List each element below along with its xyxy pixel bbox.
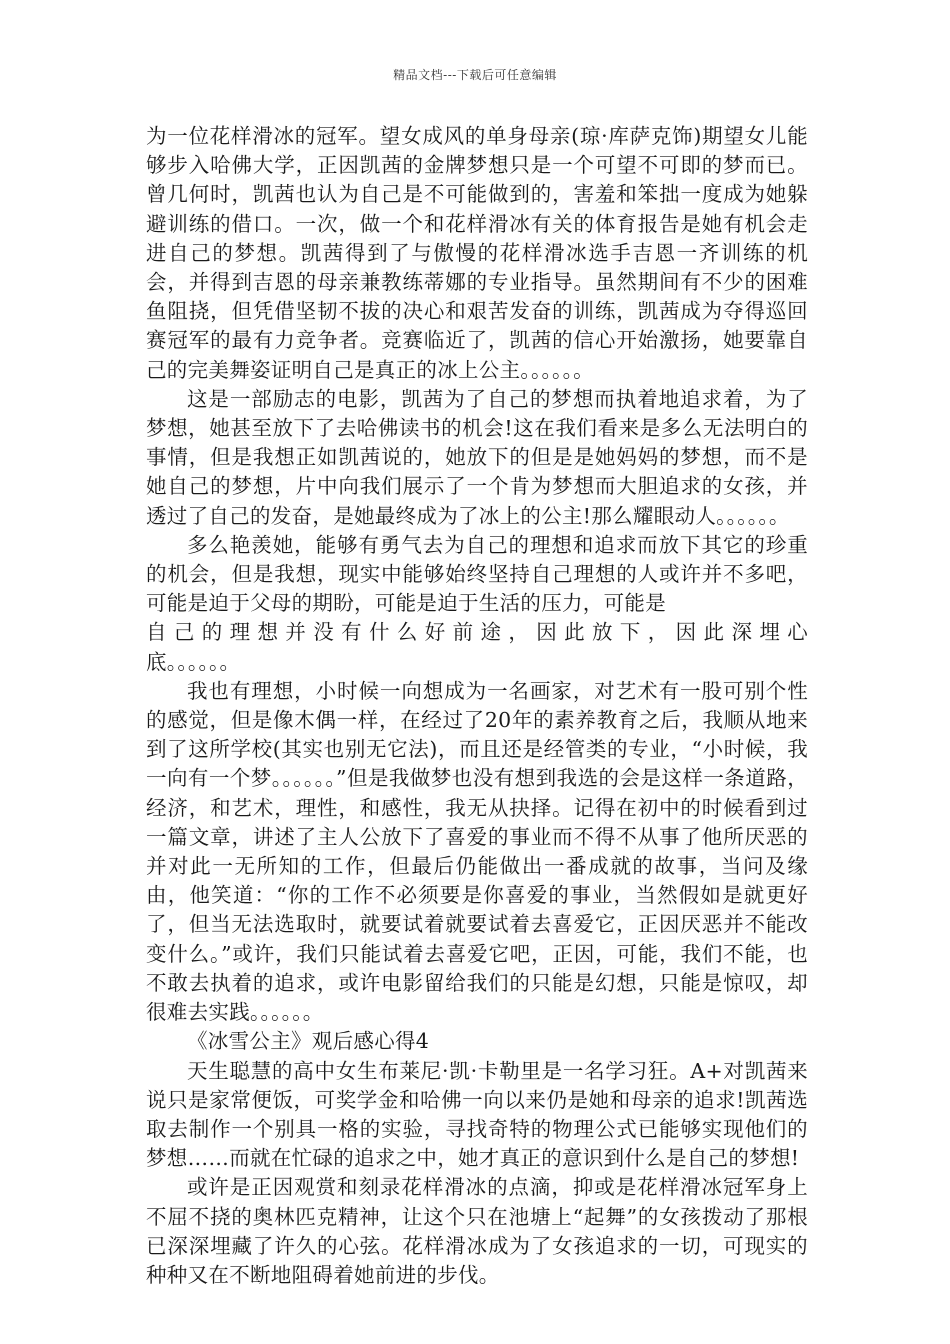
paragraph-5: 天生聪慧的高中女生布莱尼·凯·卡勒里是一名学习狂。A+对凯茜来说只是家常便饭，可奖学金和哈佛一向以来仍是她和母亲的追求!凯茜选取去制作一个别具一格的实验，寻找奇特的物理公式已能够实现他们的梦想……而就在忙碌的追求之中，她才真正的意识到什么是自己的梦想! [146,1058,808,1171]
page-header: 精品文档---下载后可任意编辑 [393,68,557,82]
paragraph-3: 多么艳羡她，能够有勇气去为自己的理想和追求而放下其它的珍重的机会，但是我想，现实中能够始终坚持自己理想的人或许并不多吧，可能是迫于父母的期盼，可能是迫于生活的压力，可能是 [146,532,808,616]
paragraph-1: 为一位花样滑冰的冠军。望女成风的单身母亲(琼·库萨克饰)期望女儿能够步入哈佛大学，正因凯茜的金牌梦想只是一个可望不可即的梦而已。曾几何时，凯茜也认为自己是不可能做到的，害羞和笨拙一度成为她躲避训练的借口。一次，做一个和花样滑冰有关的体育报告是她有机会走进自己的梦想。凯茜得到了与傲慢的花样滑冰选手吉恩一齐训练的机会，并得到吉恩的母亲兼教练蒂娜的专业指导。虽然期间有不少的困难鱼阻挠，但凭借坚韧不拔的决心和艰苦发奋的训练，凯茜成为夺得巡回赛冠军的最有力竞争者。竞赛临近了，凯茜的信心开始激扬，她要靠自己的完美舞姿证明自己是真正的冰上公主。。。。。。 [146,124,808,382]
paragraph-3-end: 底。。。。。。 [146,649,241,674]
paragraph-6: 或许是正因观赏和刻录花样滑冰的点滴，抑或是花样滑冰冠军身上不屈不挠的奥林匹克精神，让这个只在池塘上“起舞”的女孩拨动了那根已深深埋藏了许久的心弦。花样滑冰成为了女孩追求的一切，可现实的种种又在不断地阻碍着她前进的步伐。 [146,1175,808,1287]
paragraph-2: 这是一部励志的电影，凯茜为了自己的梦想而执着地追求着，为了梦想，她甚至放下了去哈佛读书的机会!这在我们看来是多么无法明白的事情，但是我想正如凯茜说的，她放下的但是是她妈妈的梦想，而不是她自己的梦想，片中向我们展示了一个肯为梦想而大胆追求的女孩，并透过了自己的发奋，是她最终成为了冰上的公主!那么耀眼动人。。。。。。 [146,386,808,528]
document-body [146,122,808,1290]
section-heading: 《冰雪公主》观后感心得4 [187,1029,430,1054]
paragraph-3-spaced-line: 自己的理想并没有什么好前途，因此放下，因此深埋心 [146,620,808,645]
paragraph-4: 我也有理想，小时候一向想成为一名画家，对艺术有一股可别个性的感觉，但是像木偶一样，在经过了20年的素养教育之后，我顺从地来到了这所学校(其实也别无它法)，而且还是经管类的专业，“小时候，我一向有一个梦。。。。。。”但是我做梦也没有想到我选的会是这样一条道路，经济，和艺术，理性，和感性，我无从抉择。记得在初中的时候看到过一篇文章，讲述了主人公放下了喜爱的事业而不得不从事了他所厌恶的并对此一无所知的工作，但最后仍能做出一番成就的故事，当问及缘由，他笑道：“你的工作不必须要是你喜爱的事业，当然假如是就更好了，但当无法选取时，就要试着就要试着去喜爱它，正因厌恶并不能改变什么。”或许，我们只能试着去喜爱它吧，正因，可能，我们不能，也不敢去执着的追求，或许电影留给我们的只能是幻想，只能是惊叹，却很难去实践。。。。。。 [146,678,808,1025]
